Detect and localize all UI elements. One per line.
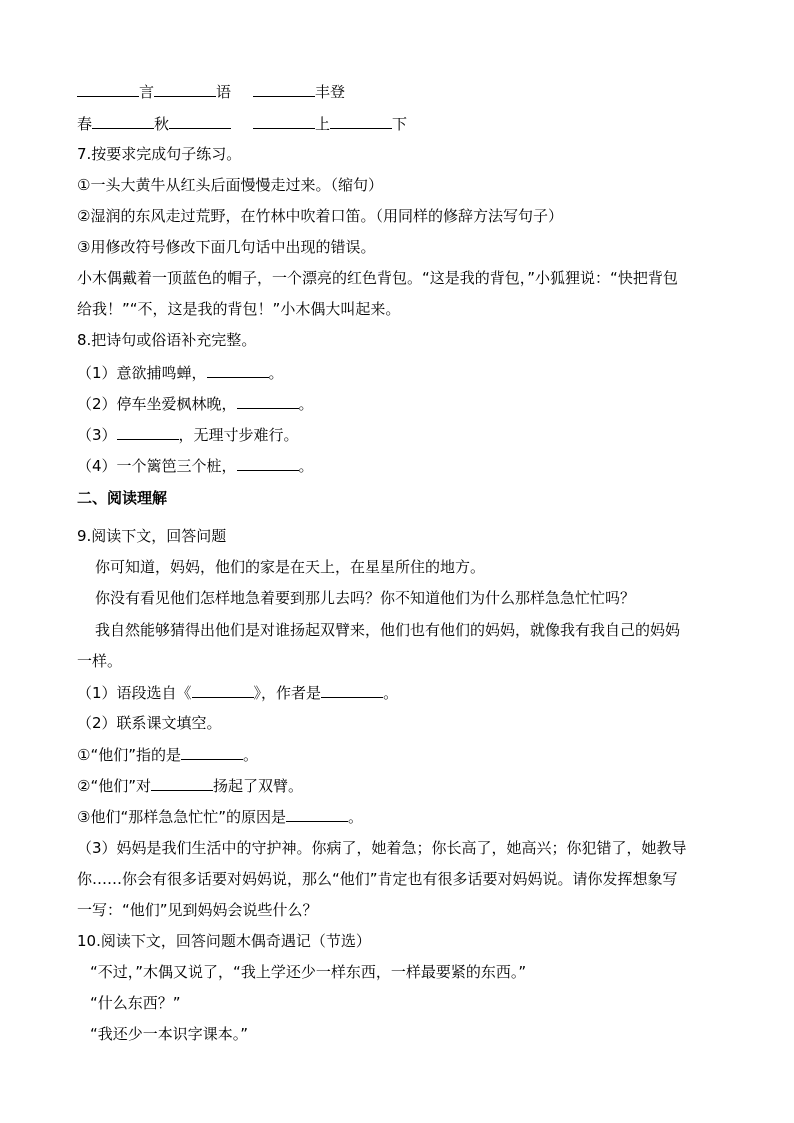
item-text: （1）语段选自《 xyxy=(77,684,192,702)
idiom-row-1 xyxy=(77,80,345,103)
question-7-item-3: ③用修改符号修改下面几句话中出现的错误。 xyxy=(77,238,376,256)
blank[interactable] xyxy=(117,423,179,440)
question-9-paragraph-1: 你可知道，妈妈，他们的家是在天上，在星星所住的地方。 xyxy=(95,558,486,576)
question-9-sub-2-item-3 xyxy=(77,805,363,828)
question-8-item-4 xyxy=(77,454,314,477)
question-9-sub-2: （2）联系课文填空。 xyxy=(77,714,222,732)
blank[interactable] xyxy=(253,112,315,129)
blank[interactable] xyxy=(151,774,213,791)
question-7-passage-line-2: 给我！”“不，这是我的背包！”小木偶大叫起来。 xyxy=(77,300,401,318)
blank[interactable] xyxy=(237,392,299,409)
question-9-sub-2-item-1 xyxy=(77,743,258,766)
blank[interactable] xyxy=(207,361,269,378)
item-text: 。 xyxy=(243,746,259,764)
blank[interactable] xyxy=(286,805,348,822)
question-9-title: 9.阅读下文，回答问题 xyxy=(77,527,227,545)
item-text: （2）停车坐爱枫林晚， xyxy=(77,395,237,413)
blank[interactable] xyxy=(92,112,154,129)
idiom-text: 下 xyxy=(392,115,408,133)
item-text: ③他们“那样急急忙忙”的原因是 xyxy=(77,808,286,826)
question-10-paragraph-3: “我还少一本识字课本。” xyxy=(90,1025,249,1043)
blank[interactable] xyxy=(169,112,231,129)
idiom-text: 上 xyxy=(315,115,331,133)
blank[interactable] xyxy=(181,743,243,760)
question-8-item-3 xyxy=(77,423,299,446)
question-9-sub-1 xyxy=(77,681,398,704)
blank[interactable] xyxy=(330,112,392,129)
question-7-item-2: ②湿润的东风走过荒野，在竹林中吹着口笛。（用同样的修辞方法写句子） xyxy=(77,207,563,225)
item-text: 。 xyxy=(383,684,399,702)
question-10-paragraph-2: “什么东西？” xyxy=(90,994,181,1012)
question-10-paragraph-1: “不过，”木偶又说了，“我上学还少一样东西，一样最要紧的东西。” xyxy=(90,963,527,981)
item-text: ，无理寸步难行。 xyxy=(178,426,299,444)
idiom-text: 语 xyxy=(216,83,232,101)
question-9-sub-2-item-2 xyxy=(77,774,303,797)
question-7-title: 7.按要求完成句子练习。 xyxy=(77,145,242,163)
item-text: 扬起了双臂。 xyxy=(213,777,304,795)
blank[interactable] xyxy=(192,681,254,698)
question-8-item-1 xyxy=(77,361,284,384)
idiom-text: 秋 xyxy=(154,115,170,133)
item-text: 。 xyxy=(348,808,364,826)
blank[interactable] xyxy=(321,681,383,698)
item-text: （1）意欲捕鸣蝉， xyxy=(77,364,207,382)
item-text: 》，作者是 xyxy=(253,684,322,702)
section-heading: 二、阅读理解 xyxy=(77,489,168,507)
idiom-row-2 xyxy=(77,112,407,135)
blank[interactable] xyxy=(237,454,299,471)
idiom-text: 春 xyxy=(77,115,93,133)
blank[interactable] xyxy=(77,80,139,97)
item-text: 。 xyxy=(298,395,314,413)
item-text: ①“他们”指的是 xyxy=(77,746,181,764)
question-9-paragraph-3-line-1: 我自然能够猜得出他们是对谁扬起双臂来，他们也有他们的妈妈，就像我有我自己的妈妈 xyxy=(95,621,681,639)
item-text: （3） xyxy=(77,426,117,444)
question-8-title: 8.把诗句或俗语补充完整。 xyxy=(77,331,257,349)
idiom-text: 丰登 xyxy=(315,83,346,101)
question-7-passage-line-1: 小木偶戴着一顶蓝色的帽子，一个漂亮的红色背包。“这是我的背包，”小狐狸说：“快把背包 xyxy=(77,269,678,287)
item-text: 。 xyxy=(298,457,314,475)
question-9-sub-3-line-2: 你……你会有很多话要对妈妈说，那么“他们”肯定也有很多话要对妈妈说。请你发挥想象写 xyxy=(77,870,678,888)
question-9-sub-3-line-1: （3）妈妈是我们生活中的守护神。你病了，她着急；你长高了，她高兴；你犯错了，她教导 xyxy=(77,839,687,857)
question-8-item-2 xyxy=(77,392,314,415)
question-7-item-1: ①一头大黄牛从红头后面慢慢走过来。（缩句） xyxy=(77,176,383,194)
question-9-paragraph-3-line-2: 一样。 xyxy=(77,652,123,670)
question-9-sub-3-line-3: 一写：“他们”见到妈妈会说些什么？ xyxy=(77,901,318,919)
question-10-title: 10.阅读下文，回答问题木偶奇遇记（节选） xyxy=(77,932,371,950)
question-9-paragraph-2: 你没有看见他们怎样地急着要到那儿去吗？你不知道他们为什么那样急急忙忙吗？ xyxy=(95,589,636,607)
item-text: ②“他们”对 xyxy=(77,777,151,795)
blank[interactable] xyxy=(253,80,315,97)
item-text: （4）一个篱笆三个桩， xyxy=(77,457,237,475)
blank[interactable] xyxy=(154,80,216,97)
item-text: 。 xyxy=(268,364,284,382)
idiom-text: 言 xyxy=(139,83,155,101)
